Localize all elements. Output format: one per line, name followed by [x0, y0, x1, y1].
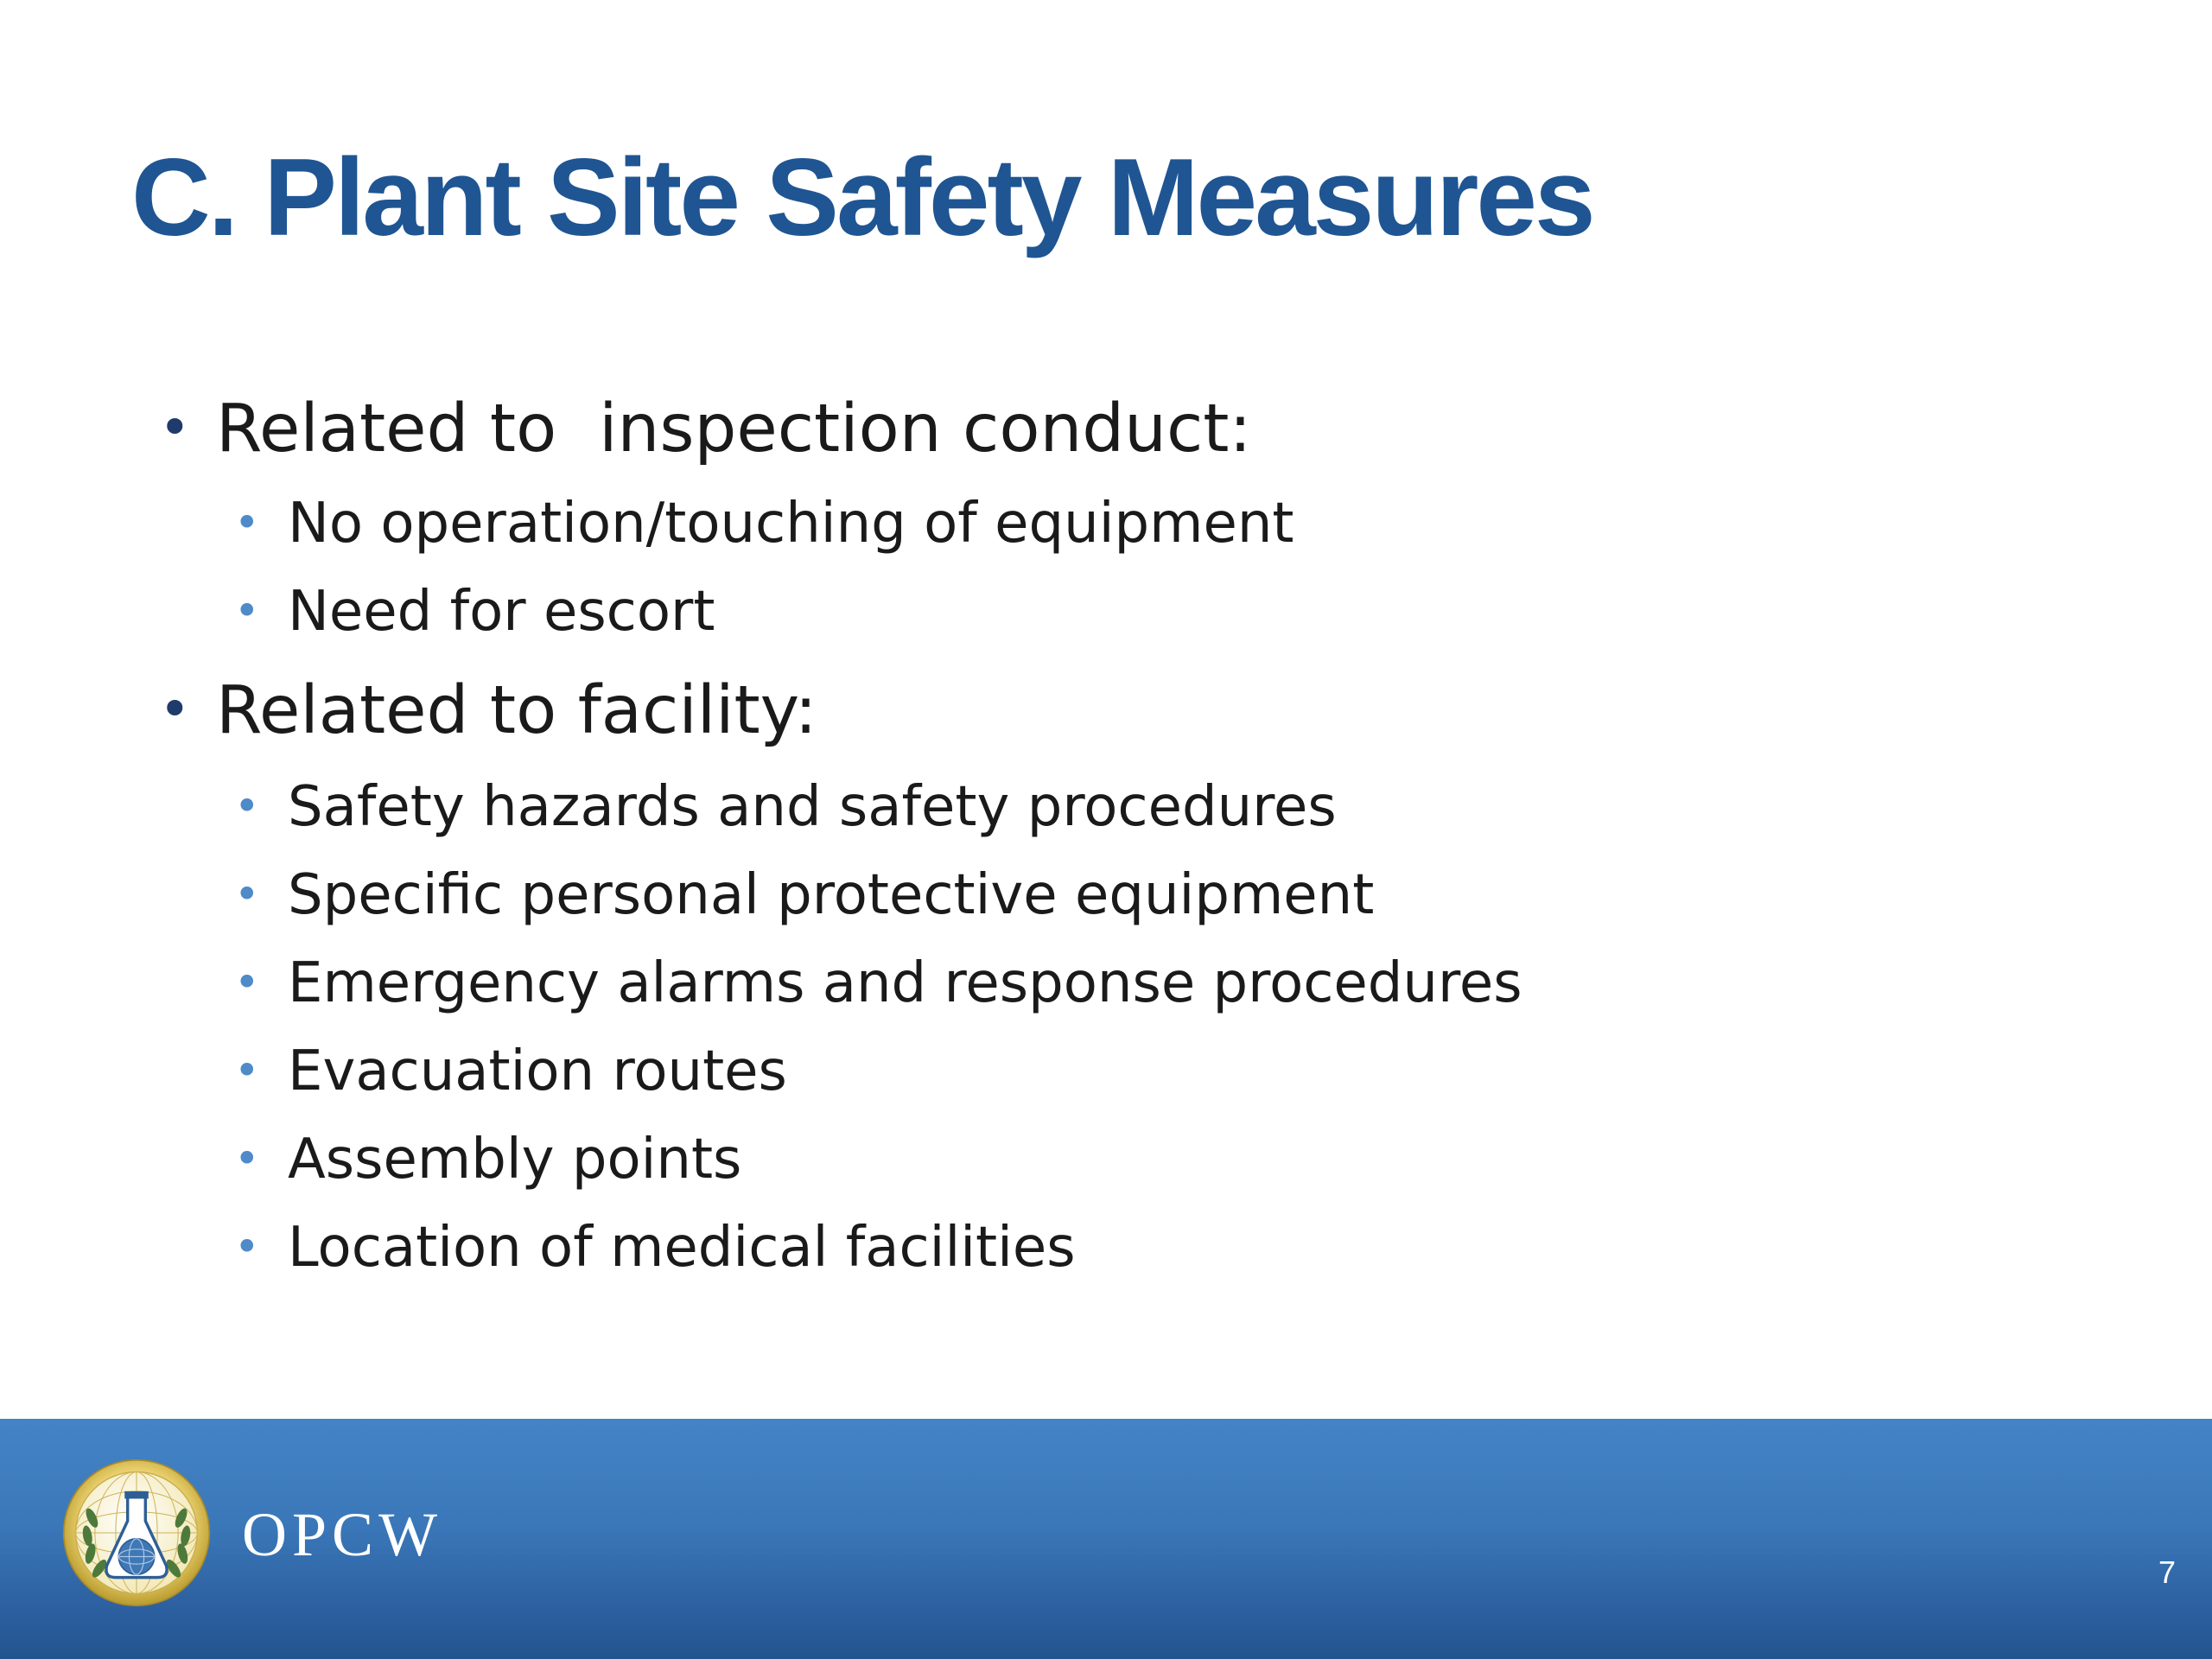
- sub-bullet-text: Safety hazards and safety procedures: [288, 775, 1337, 839]
- bullet-item: [159, 391, 1252, 467]
- bullet-text: Related to facility:: [216, 672, 817, 749]
- bullet-dot-icon: •: [159, 677, 191, 741]
- footer-bar: [0, 1419, 2212, 1659]
- sub-bullet-item: [234, 1039, 787, 1103]
- sub-bullet-dot-icon: •: [234, 1046, 260, 1096]
- sub-bullet-dot-icon: •: [234, 1134, 260, 1184]
- sub-bullet-text: Emergency alarms and response procedures: [288, 951, 1522, 1015]
- sub-bullet-item: [234, 580, 715, 644]
- sub-bullet-dot-icon: •: [234, 498, 260, 548]
- sub-bullet-text: Specific personal protective equipment: [288, 863, 1375, 927]
- sub-bullet-dot-icon: •: [234, 869, 260, 919]
- bullet-item: [159, 672, 817, 749]
- opcw-emblem-icon: [62, 1459, 211, 1607]
- bullet-dot-icon: •: [159, 396, 191, 459]
- sub-bullet-dot-icon: •: [234, 957, 260, 1007]
- slide-title: C. Plant Site Safety Measures: [131, 136, 1593, 258]
- sub-bullet-item: [234, 775, 1337, 839]
- sub-bullet-dot-icon: •: [234, 781, 260, 831]
- organization-logo-text: OPCW: [242, 1500, 443, 1569]
- sub-bullet-text: Need for escort: [288, 580, 715, 644]
- page-number: 7: [2158, 1554, 2176, 1590]
- bullet-text: Related to inspection conduct:: [216, 391, 1252, 467]
- sub-bullet-dot-icon: •: [234, 1222, 260, 1272]
- sub-bullet-text: Evacuation routes: [288, 1039, 787, 1103]
- sub-bullet-dot-icon: •: [234, 586, 260, 636]
- sub-bullet-item: [234, 492, 1294, 556]
- sub-bullet-text: Location of medical facilities: [288, 1216, 1076, 1280]
- sub-bullet-text: No operation/touching of equipment: [288, 492, 1294, 556]
- sub-bullet-item: [234, 863, 1375, 927]
- sub-bullet-item: [234, 1216, 1076, 1280]
- sub-bullet-text: Assembly points: [288, 1128, 742, 1192]
- sub-bullet-item: [234, 951, 1522, 1015]
- sub-bullet-item: [234, 1128, 742, 1192]
